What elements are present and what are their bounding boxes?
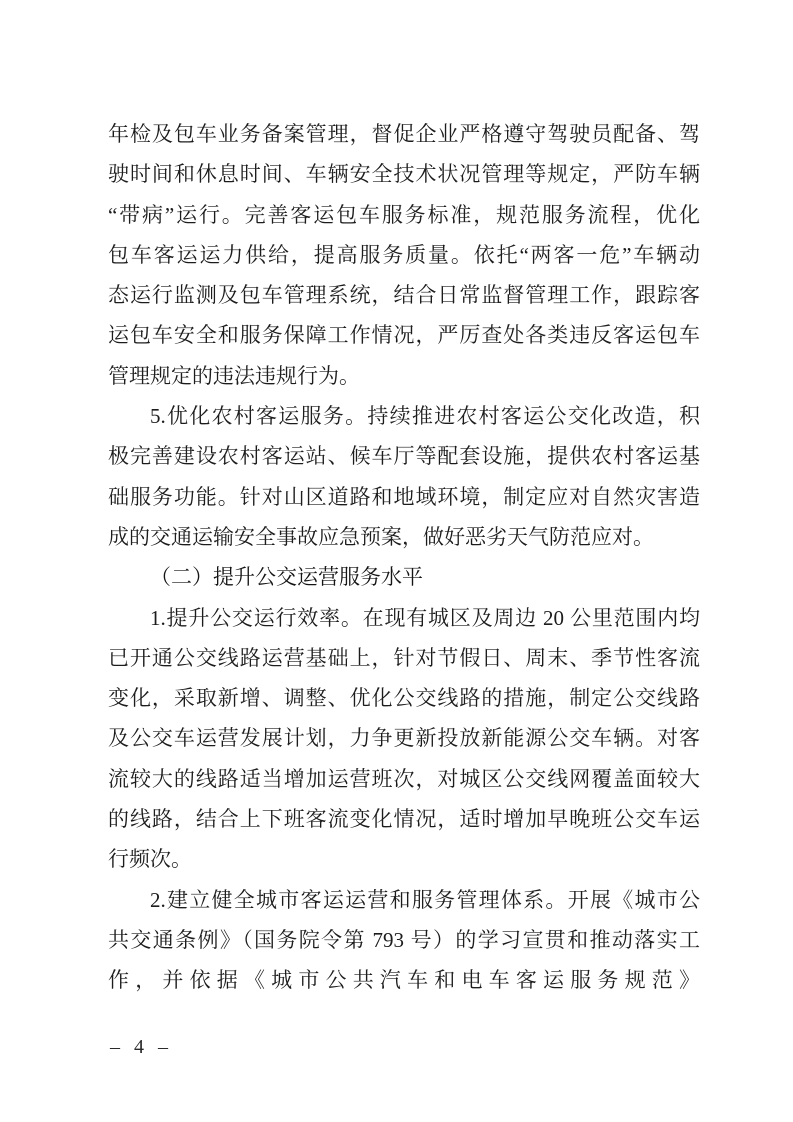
text-line: 极完善建设农村客运站、候车厅等配套设施，提供农村客运基 — [108, 444, 700, 469]
text-block — [108, 114, 700, 1001]
text-line: 共交通条例》（国务院令第 793 号）的学习宣贯和推动落实工 — [108, 927, 700, 952]
text-line: “带病”运行。完善客运包车服务标准，规范服务流程，优化 — [108, 202, 700, 227]
text-line: 态运行监测及包车管理系统，结合日常监督管理工作，跟踪客 — [108, 283, 700, 308]
text-line: 包车客运运力供给，提高服务质量。依托“两客一危”车辆动 — [108, 242, 700, 267]
text-line: 作，并依据《城市公共汽车和电车客运服务规范》 — [108, 968, 700, 993]
text-line: 行频次。 — [108, 847, 192, 872]
text-line: 的线路，结合上下班客流变化情况，适时增加早晚班公交车运 — [108, 807, 700, 832]
text-line: 变化，采取新增、调整、优化公交线路的措施，制定公交线路 — [108, 686, 700, 711]
text-line: 及公交车运营发展计划，力争更新投放新能源公交车辆。对客 — [108, 726, 700, 751]
text-line: 已开通公交线路运营基础上，针对节假日、周末、季节性客流 — [108, 645, 700, 670]
text-line: 础服务功能。针对山区道路和地域环境，制定应对自然灾害造 — [108, 484, 700, 509]
text-line: 管理规定的违法违规行为。 — [108, 363, 360, 388]
text-line: 5.优化农村客运服务。持续推进农村客运公交化改造，积 — [150, 404, 700, 429]
text-line: 流较大的线路适当增加运营班次，对城区公交线网覆盖面较大 — [108, 766, 700, 791]
text-line: 成的交通运输安全事故应急预案，做好恶劣天气防范应对。 — [108, 524, 654, 549]
text-line: 运包车安全和服务保障工作情况，严厉查处各类违反客运包车 — [108, 323, 700, 348]
text-line: 2.建立健全城市客运运营和服务管理体系。开展《城市公 — [150, 887, 700, 912]
text-line: 1.提升公交运行效率。在现有城区及周边 20 公里范围内均 — [150, 605, 700, 630]
section-heading: （二）提升公交运营服务水平 — [150, 565, 423, 590]
text-line: 驶时间和休息时间、车辆安全技术状况管理等规定，严防车辆 — [108, 162, 700, 187]
page-number: – 4 – — [110, 1036, 169, 1058]
text-line: 年检及包车业务备案管理，督促企业严格遵守驾驶员配备、驾 — [108, 122, 700, 146]
